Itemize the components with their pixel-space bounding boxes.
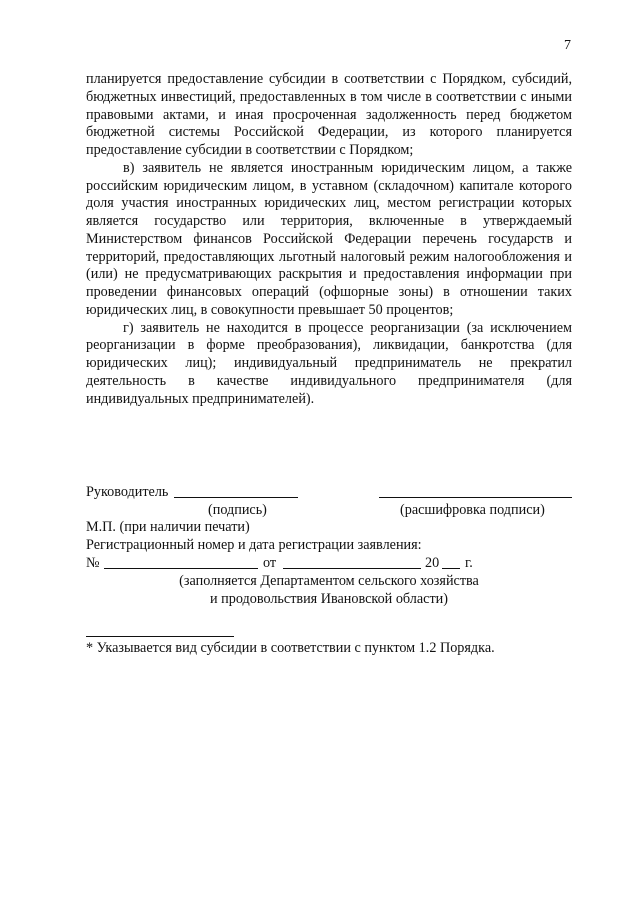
signature-decode-blank — [379, 497, 572, 498]
registration-note-line-2: и продовольствия Ивановской области) — [210, 591, 448, 607]
paragraph-continuation: планируется предоставление субсидии в соответствии с Порядком, субсидий, бюджетных инвестиций, предоставленных в том числе в соответствии с иными правовыми актами, и иная просроченная задолженность перед бюджетом бюджетной системы Российской Федерации, из которого планируется предоставление субсидии в соответствии с Порядком; — [86, 71, 572, 158]
registration-date-blank — [283, 568, 421, 569]
paragraph-item-v: в) заявитель не является иностранным юридическим лицом, а также российским юридическим лицом, в уставном (складочном) капитале которого доля участия иностранных юридических лиц, местом регистрации которых является государство или территория, включенные в утверждаемый Министерством финансов Российской Федерации перечень государств и территорий, предоставляющих льготный налоговый режим налогообложения и (или) не предусматривающих раскрытия и предоставления информации при проведении финансовых операций (офшорные зоны) в отношении таких юридических лиц, в совокупности превышает 50 процентов; — [86, 159, 572, 318]
year-prefix: 20 — [425, 555, 440, 571]
registration-row — [86, 555, 486, 573]
footnote-text: * Указывается вид субсидии в соответствии с пунктом 1.2 Порядка. — [86, 640, 495, 656]
registration-number-blank — [104, 568, 258, 569]
page-number: 7 — [564, 38, 571, 53]
signature-caption: (подпись) — [208, 502, 267, 518]
registration-note-line-1: (заполняется Департаментом сельского хозяйства — [179, 573, 479, 589]
signature-blank — [174, 497, 298, 498]
stamp-line: М.П. (при наличии печати) — [86, 519, 250, 535]
paragraph-item-g: г) заявитель не находится в процессе реорганизации (за исключением реорганизации в форме преобразования), ликвидации, банкротства (для юридических лиц); индивидуальный предприниматель не прекратил деятельность в качестве индивидуального предпринимателя (для индивидуальных предпринимателей). — [86, 319, 572, 407]
signature-row — [86, 484, 572, 502]
body-text — [86, 71, 572, 408]
signature-label: Руководитель — [86, 484, 169, 500]
signature-decode-caption: (расшифровка подписи) — [400, 502, 545, 518]
footnote-divider — [86, 636, 234, 637]
from-word: от — [263, 555, 277, 571]
year-suffix: г. — [465, 555, 473, 571]
number-sign: № — [86, 555, 100, 571]
year-blank — [442, 568, 460, 569]
registration-heading: Регистрационный номер и дата регистрации заявления: — [86, 537, 422, 553]
